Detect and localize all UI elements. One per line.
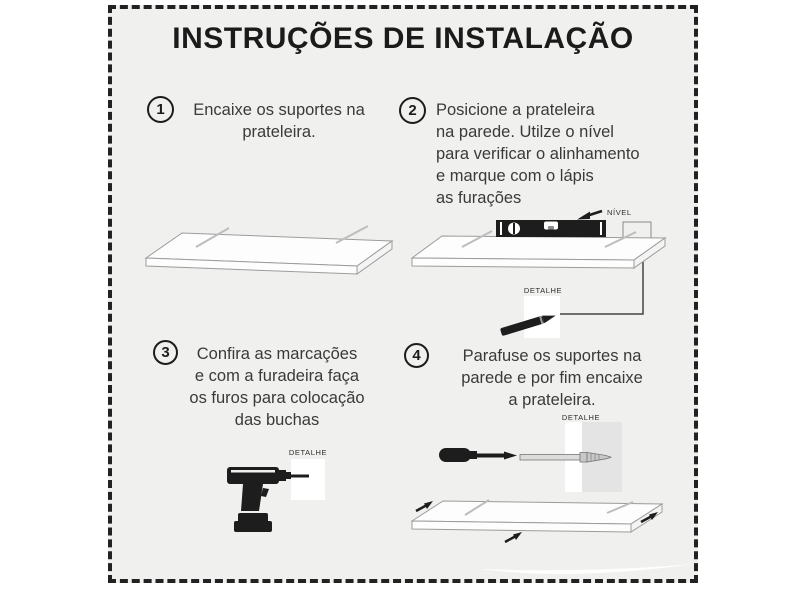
detalhe-label-step4: DETALHE <box>561 413 601 422</box>
step-3-line: das buchas <box>234 411 320 429</box>
step-3-drill-illustration <box>227 448 327 532</box>
nivel-arrow-icon <box>577 211 602 220</box>
step-1-number: 1 <box>156 101 165 118</box>
step-1-line: prateleira. <box>242 123 316 141</box>
step-3-line: os furos para colocação <box>189 389 365 407</box>
step-2-shelf-illustration <box>412 208 665 338</box>
step-3-line: e com a furadeira faça <box>194 367 360 385</box>
step-4-line: a prateleira. <box>508 391 596 409</box>
step-2-line: Posicione a prateleira <box>436 101 595 119</box>
step-2-number: 2 <box>408 102 417 119</box>
step-2-line: e marque com o lápis <box>436 167 594 185</box>
bottom-highlight <box>480 564 695 574</box>
level-icon <box>496 220 606 237</box>
screwdriver-icon <box>439 448 517 462</box>
step-1-line: Encaixe os suportes na <box>193 101 365 119</box>
step-2-line: para verificar o alinhamento <box>436 145 640 163</box>
step-4-line: parede e por fim encaixe <box>461 369 643 387</box>
slide-direction-arrow-icon <box>505 532 522 542</box>
step-4-line: Parafuse os suportes na <box>462 347 642 365</box>
nivel-label: NÍVEL <box>607 208 632 217</box>
step-2-line: as furações <box>436 189 522 207</box>
step-3-number: 3 <box>161 344 170 361</box>
detalhe-label-step2: DETALHE <box>523 286 563 295</box>
step-4-number: 4 <box>412 347 421 364</box>
step-4-assembly-illustration <box>412 413 662 542</box>
detalhe-label-step3: DETALHE <box>288 448 328 457</box>
step-2-line: na parede. Utilze o nível <box>436 123 614 141</box>
detail-box-step3 <box>291 459 325 500</box>
step-1-shelf-illustration <box>146 226 392 274</box>
page-title: INSTRUÇÕES DE INSTALAÇÃO <box>172 22 634 55</box>
step-3-line: Confira as marcações <box>196 345 358 363</box>
